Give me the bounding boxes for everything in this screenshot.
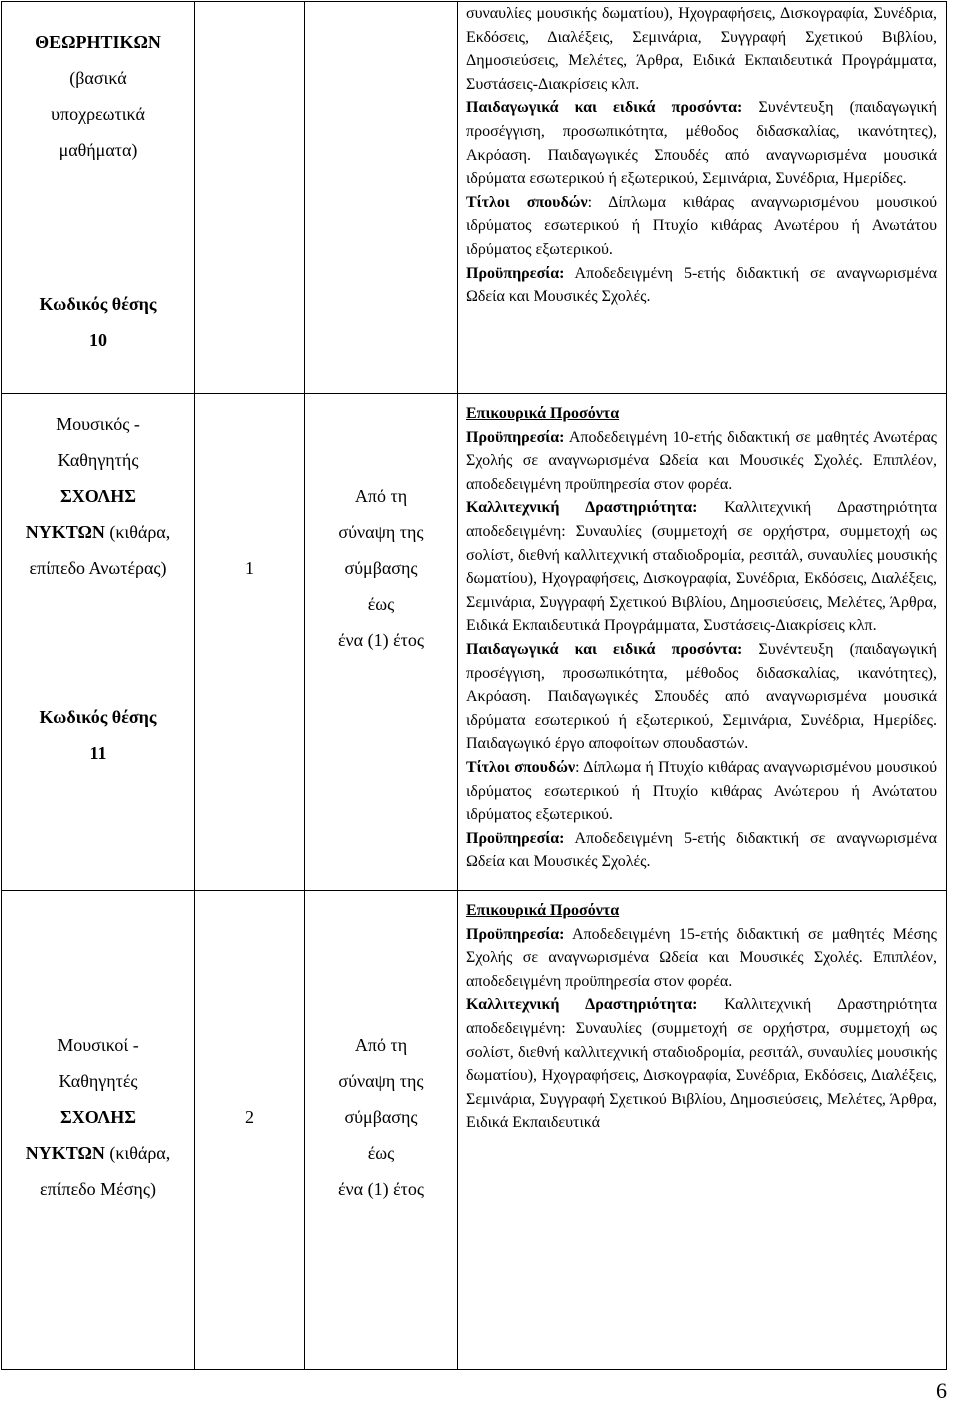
position-line: ΣΧΟΛΗΣ (59, 1107, 137, 1127)
qualifications-cell (458, 891, 947, 1370)
qualification-heading: Παιδαγωγικά και ειδικά προσόντα: (466, 99, 743, 117)
position-line: Καθηγητές (58, 1071, 138, 1091)
position-line: μαθήματα) (58, 139, 138, 160)
qualification-paragraph (466, 993, 937, 1135)
qualification-text: Αποδεδειγμένη 15-ετής διδακτική σε μαθητές Μέσης Σχολής σε αναγνωρισμένα Ωδεία και Μουσικές Σχολές. Επιπλέον, αποδεδειγμένη προϋπηρεσία στον φορέα. (466, 925, 937, 990)
count-cell (195, 891, 305, 1370)
qualification-text: Συνέντευξη (παιδαγωγική προσέγγιση, προσωπικότητα, μέθοδος διδασκαλίας, ικανότητες), Ακρόαση. Παιδαγωγικές Σπουδές από αναγνωρισμένα μουσικά ιδρύματα εσωτερικού ή εξωτερικού, Σεμινάρια, Συνέδρια, Ημερίδες. Παιδαγωγικό έργο αποφοίτων σπουδαστών. (466, 640, 937, 753)
qualification-paragraph (466, 638, 937, 756)
position-line (2, 514, 194, 550)
qualification-paragraph (466, 96, 937, 190)
duration-cell (305, 394, 458, 891)
qualification-text: συναυλίες μουσικής δωματίου), Ηχογραφήσεις, Δισκογραφία, Συνέδρια, Εκδόσεις, Διαλέξεις, Σεμινάρια, Συγγραφή Σχετικού Βιβλίου, Δημοσιεύσεις, Μελέτες, Άρθρα, Ειδικά Εκπαιδευτικά Προγράμματα, Συστάσεις-Διακρίσεις κλπ. (466, 5, 937, 93)
position-code (2, 699, 194, 771)
qualifications-text (466, 2, 937, 309)
qualification-text: Αποδεδειγμένη 5-ετής διδακτική σε αναγνωρισμένα Ωδεία και Μουσικές Σχολές. (466, 829, 937, 871)
qualification-heading: Προϋπηρεσία: (466, 925, 565, 943)
qualification-paragraph (466, 262, 937, 309)
qualification-heading: Προϋπηρεσία: (466, 428, 565, 446)
qualification-paragraph (466, 426, 937, 497)
duration-cell (305, 2, 458, 394)
position-code-value: 10 (89, 329, 107, 350)
qualification-text: Αποδεδειγμένη 10-ετής διδακτική σε μαθητές Ανωτέρας Σχολής σε αναγνωρισμένα Ωδεία και Μουσικές Σχολές. Επιπλέον, αποδεδειγμένη προϋπηρεσία στον φορέα. (466, 428, 937, 493)
qualification-text: Αποδεδειγμένη 5-ετής διδακτική σε αναγνωρισμένα Ωδεία και Μουσικές Σχολές. (466, 264, 937, 306)
position-line: ΘΕΩΡΗΤΙΚΩΝ (35, 31, 161, 52)
position-code-label: Κωδικός θέσης (39, 293, 157, 314)
qualification-heading: Προϋπηρεσία: (466, 829, 565, 847)
qualification-paragraph (466, 923, 937, 994)
position-description (2, 24, 194, 168)
qualification-heading: Τίτλοι σπουδών (466, 758, 576, 776)
position-line: (βασικά (69, 67, 127, 88)
position-line-bold: ΝΥΚΤΩΝ (25, 522, 105, 542)
qualifications-cell (458, 394, 947, 891)
count-cell (195, 2, 305, 394)
qualifications-cell (458, 2, 947, 394)
position-line-rest: (κιθάρα, (109, 1143, 171, 1163)
qualification-text: : Δίπλωμα κιθάρας αναγνωρισμένου μουσικού ιδρύματος εσωτερικού ή Πτυχίο κιθάρας Ανωτέρου ή Ανωτάτου ιδρύματος εξωτερικού. (466, 193, 937, 258)
duration-line: σύναψη της (338, 522, 424, 542)
table-row (2, 891, 947, 1370)
position-line (2, 1135, 194, 1171)
duration-line: Από τη (354, 486, 408, 506)
qualification-text: : Δίπλωμα ή Πτυχίο κιθάρας αναγνωρισμένου μουσικού ιδρύματος εσωτερικού ή Πτυχίο κιθάρας Ανώτερου ή Ανώτατου ιδρύματος εξωτερικού. (466, 758, 938, 824)
position-line-rest: (κιθάρα, (109, 522, 171, 542)
page-number: 6 (936, 1378, 947, 1403)
duration-line: έως (367, 594, 395, 614)
qualification-paragraph (466, 899, 937, 923)
duration-line: σύμβασης (344, 1107, 418, 1127)
position-cell (2, 891, 195, 1370)
qualification-heading: Επικουρικά Προσόντα (466, 405, 620, 422)
position-line: υποχρεωτικά (51, 103, 145, 124)
position-cell (2, 394, 195, 891)
position-code (2, 286, 194, 358)
qualification-heading: Παιδαγωγικά και ειδικά προσόντα: (466, 640, 743, 658)
qualification-heading: Καλλιτεχνική Δραστηριότητα: (466, 996, 698, 1014)
position-line-bold: ΝΥΚΤΩΝ (25, 1143, 105, 1163)
position-line: επίπεδο Μέσης) (40, 1179, 156, 1199)
position-code-value: 11 (89, 743, 107, 763)
positions-table (1, 1, 947, 1370)
position-line: Καθηγητής (57, 450, 139, 470)
qualification-paragraph (466, 756, 937, 827)
qualification-paragraph (466, 496, 937, 638)
duration-line: σύμβασης (344, 558, 418, 578)
duration-line: ένα (1) έτος (337, 630, 425, 650)
duration-line: Από τη (354, 1035, 408, 1055)
position-code-label: Κωδικός θέσης (39, 707, 157, 727)
qualification-text: Συνέντευξη (παιδαγωγική προσέγγιση, προσωπικότητα, μέθοδος διδασκαλίας, ικανότητες), Ακρόαση. Παιδαγωγικές Σπουδές από αναγνωρισμένα μουσικά ιδρύματα εσωτερικού ή εξωτερικού, Σεμινάρια, Συνέδρια, Ημερίδες. (466, 99, 937, 188)
duration-line: ένα (1) έτος (337, 1179, 425, 1199)
duration-cell (305, 891, 458, 1370)
qualification-paragraph (466, 402, 937, 426)
duration-line: έως (367, 1143, 395, 1163)
qualifications-text (466, 402, 937, 874)
qualification-paragraph (466, 2, 937, 96)
table-row (2, 2, 947, 394)
position-count: 1 (245, 558, 254, 578)
position-line: ΣΧΟΛΗΣ (59, 486, 137, 506)
qualification-text: Καλλιτεχνική Δραστηριότητα αποδεδειγμένη: Συναυλίες (συμμετοχή σε ορχήστρα, συμμετοχή ως σολίστ, διεθνή καλλιτεχνική σταδιοδρομία, ρεσιτάλ, συναυλίες μουσικής δωματίου), Ηχογραφήσεις, Δισκογραφία, Συνέδρια, Εκδόσεις, Διαλέξεις, Σεμινάρια, Συγγραφή Σχετικού Βιβλίου, Δημοσιεύσεις, Μελέτες, Άρθρα, Ειδικά Εκπαιδευτικά (466, 996, 938, 1132)
position-cell (2, 2, 195, 394)
qualification-heading: Τίτλοι σπουδών (466, 193, 588, 211)
table-row (2, 394, 947, 891)
qualification-heading: Προϋπηρεσία: (466, 264, 565, 282)
count-cell (195, 394, 305, 891)
qualification-text: Καλλιτεχνική Δραστηριότητα αποδεδειγμένη: Συναυλίες (συμμετοχή σε ορχήστρα, συμμετοχή ως σολίστ, διεθνή καλλιτεχνική σταδιοδρομία, ρεσιτάλ, συναυλίες μουσικής δωματίου), Ηχογραφήσεις, Δισκογραφία, Συνέδρια, Εκδόσεις, Διαλέξεις, Σεμινάρια, Συγγραφή Σχετικού Βιβλίου, Δημοσιεύσεις, Μελέτες, Άρθρα, Ειδικά Εκπαιδευτικά Προγράμματα, Συστάσεις-Διακρίσεις κλπ. (466, 499, 938, 635)
position-count: 2 (245, 1107, 254, 1127)
qualification-paragraph (466, 827, 937, 874)
duration-line: σύναψη της (338, 1071, 424, 1091)
qualification-paragraph (466, 191, 937, 262)
qualifications-text (466, 899, 937, 1135)
qualification-heading: Επικουρικά Προσόντα (466, 902, 620, 919)
position-line: επίπεδο Ανωτέρας) (29, 558, 167, 578)
position-line: Μουσικοί - (57, 1035, 139, 1055)
position-line: Μουσικός - (56, 414, 140, 434)
qualification-heading: Καλλιτεχνική Δραστηριότητα: (466, 499, 698, 517)
